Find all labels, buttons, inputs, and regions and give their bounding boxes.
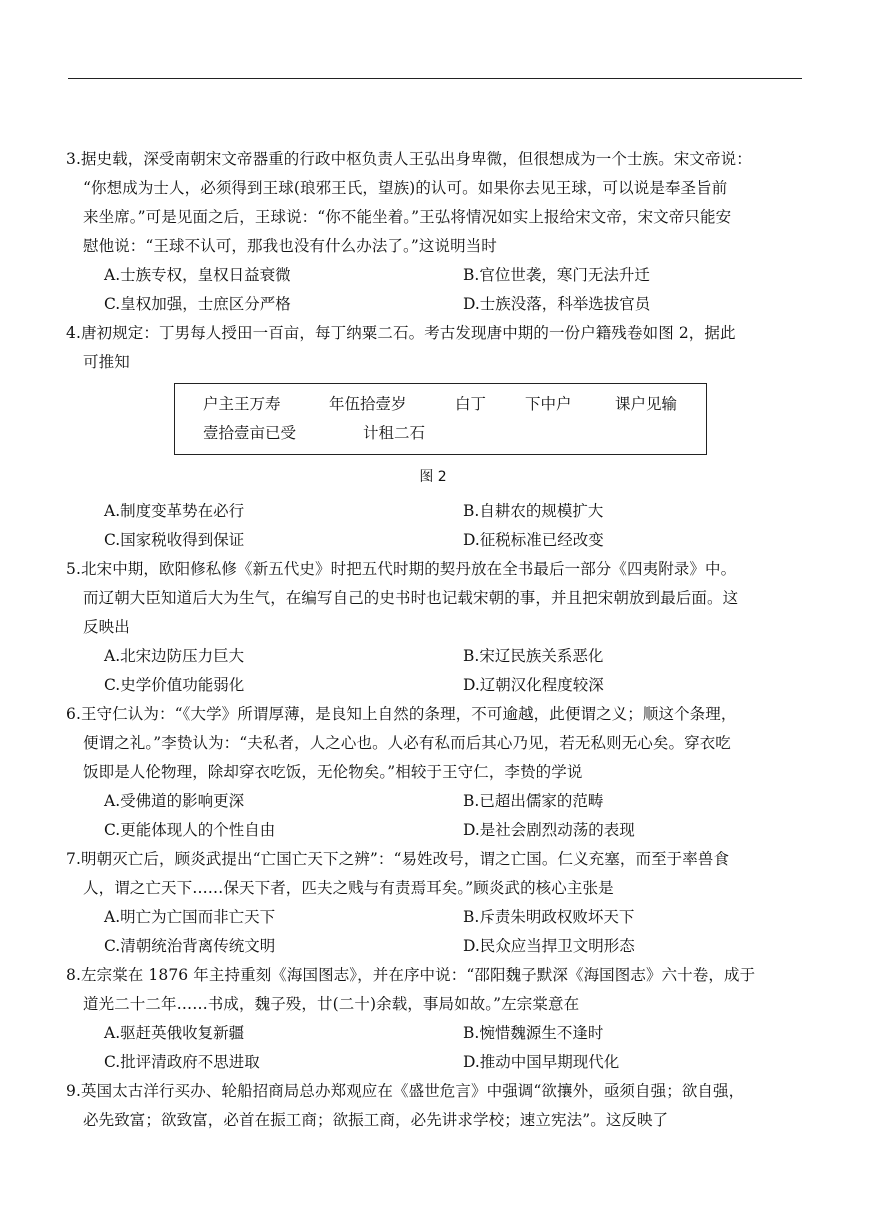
option-a: A.驱赶英俄收复新疆: [104, 1024, 245, 1042]
answer-options: [66, 903, 806, 961]
option-a: A.北宋边防压力巨大: [104, 647, 245, 665]
question-text-line: 4.唐初规定：丁男每人授田一百亩，每丁纳粟二石。考古发现唐中期的一份户籍残卷如图 2，据此: [66, 324, 736, 342]
question-text-line: 8.左宗棠在 1876 年主持重刻《海国图志》，并在序中说：“邵阳魏子默深《海国图志》六十卷，成于: [66, 966, 756, 984]
figure-row-1: [203, 390, 706, 419]
option-b: B.惋惜魏源生不逢时: [463, 1024, 604, 1042]
figure-cell: 下中户: [525, 395, 572, 413]
figure-cell: 课户见输: [615, 395, 678, 413]
question-text-line: “你想成为士人，必须得到王球(琅邪王氏，望族)的认可。如果你去见王球，可以说是奉圣旨前: [83, 179, 728, 197]
answer-options: [66, 497, 806, 555]
option-c: C.清朝统治背离传统文明: [104, 937, 276, 955]
option-b: B.已超出儒家的范畴: [463, 792, 604, 810]
figure-cell: 户主王万寿: [203, 395, 281, 413]
question-6: [66, 700, 806, 845]
figure-row-2: [203, 419, 706, 448]
option-c: C.皇权加强，士庶区分严格: [104, 295, 291, 313]
question-text-line: 7.明朝灭亡后，顾炎武提出“亡国亡天下之辨”：“易姓改号，谓之亡国。仁义充塞，而至于率兽食: [66, 850, 730, 868]
question-text-line: 饭即是人伦物理，除却穿衣吃饭，无伦物矣。”相较于王守仁，李贽的学说: [83, 763, 583, 781]
question-4: [66, 319, 806, 555]
question-text-line: 便谓之礼。”李贽认为：“夫私者，人之心也。人必有私而后其心乃见，若无私则无心矣。穿衣吃: [83, 734, 731, 752]
option-d: D.征税标准已经改变: [463, 531, 604, 549]
option-b: B.宋辽民族关系恶化: [463, 647, 604, 665]
figure-cell: 年伍拾壹岁: [329, 395, 407, 413]
option-a: A.制度变革势在必行: [104, 502, 245, 520]
question-text-line: 必先致富；欲致富，必首在振工商；欲振工商，必先讲求学校；速立宪法”。这反映了: [83, 1111, 669, 1129]
question-text-line: 3.据史载，深受南朝宋文帝器重的行政中枢负责人王弘出身卑微，但很想成为一个士族。宋文帝说：: [66, 150, 752, 168]
option-b: B.斥责朱明政权败坏天下: [463, 908, 635, 926]
question-9: [66, 1077, 806, 1135]
question-text-line: 而辽朝大臣知道后大为生气，在编写自己的史书时也记载宋朝的事，并且把宋朝放到最后面。这: [83, 589, 739, 607]
question-text-line: 人，谓之亡天下……保天下者，匹夫之贱与有责焉耳矣。”顾炎武的核心主张是: [83, 879, 614, 897]
option-a: A.士族专权，皇权日益衰微: [104, 266, 291, 284]
question-5: [66, 555, 806, 700]
option-b: B.官位世袭，寒门无法升迁: [463, 266, 650, 284]
question-text-line: 来坐席。”可是见面之后，王球说：“你不能坐着。”王弘将情况如实上报给宋文帝，宋文帝只能安: [83, 208, 732, 226]
answer-options: [66, 642, 806, 700]
figure-cell: 壹拾壹亩已受: [203, 424, 297, 442]
question-text-line: 道光二十二年……书成，魏子殁，廿(二十)余载，事局如故。”左宗棠意在: [83, 995, 580, 1013]
question-8: [66, 961, 806, 1077]
option-c: C.批评清政府不思进取: [104, 1053, 260, 1071]
figure-caption: 图 2: [419, 469, 447, 485]
option-d: D.民众应当捍卫文明形态: [463, 937, 635, 955]
option-c: C.国家税收得到保证: [104, 531, 245, 549]
question-text-line: 可推知: [83, 353, 130, 371]
answer-options: [66, 1019, 806, 1077]
option-a: A.受佛道的影响更深: [104, 792, 245, 810]
question-3: [66, 145, 806, 319]
header-rule: [68, 78, 802, 79]
figure-cell: 白丁: [455, 395, 487, 413]
option-c: C.更能体现人的个性自由: [104, 821, 276, 839]
option-d: D.辽朝汉化程度较深: [463, 676, 604, 694]
question-text-line: 6.王守仁认为：“《大学》所谓厚薄，是良知上自然的条理，不可逾越，此便谓之义；顺这个条理，: [66, 705, 737, 723]
option-b: B.自耕农的规模扩大: [463, 502, 604, 520]
figure-cell: 计租二石: [363, 424, 426, 442]
question-text-line: 5.北宋中期，欧阳修私修《新五代史》时把五代时期的契丹放在全书最后一部分《四夷附录》中。: [66, 560, 737, 578]
question-7: [66, 845, 806, 961]
question-text-line: 慰他说：“王球不认可，那我也没有什么办法了。”这说明当时: [83, 237, 497, 255]
question-text-line: 9.英国太古洋行买办、轮船招商局总办郑观应在《盛世危言》中强调“欲攘外，亟须自强；欲自强，: [66, 1082, 745, 1100]
option-d: D.士族没落，科举选拔官员: [463, 295, 651, 313]
option-c: C.史学价值功能弱化: [104, 676, 245, 694]
exam-content: [66, 145, 806, 1135]
answer-options: [66, 787, 806, 845]
option-d: D.推动中国早期现代化: [463, 1053, 620, 1071]
option-a: A.明亡为亡国而非亡天下: [104, 908, 276, 926]
option-d: D.是社会剧烈动荡的表现: [463, 821, 635, 839]
question-text-line: 反映出: [83, 618, 130, 636]
answer-options: [66, 261, 806, 319]
household-register-figure: [174, 383, 707, 455]
